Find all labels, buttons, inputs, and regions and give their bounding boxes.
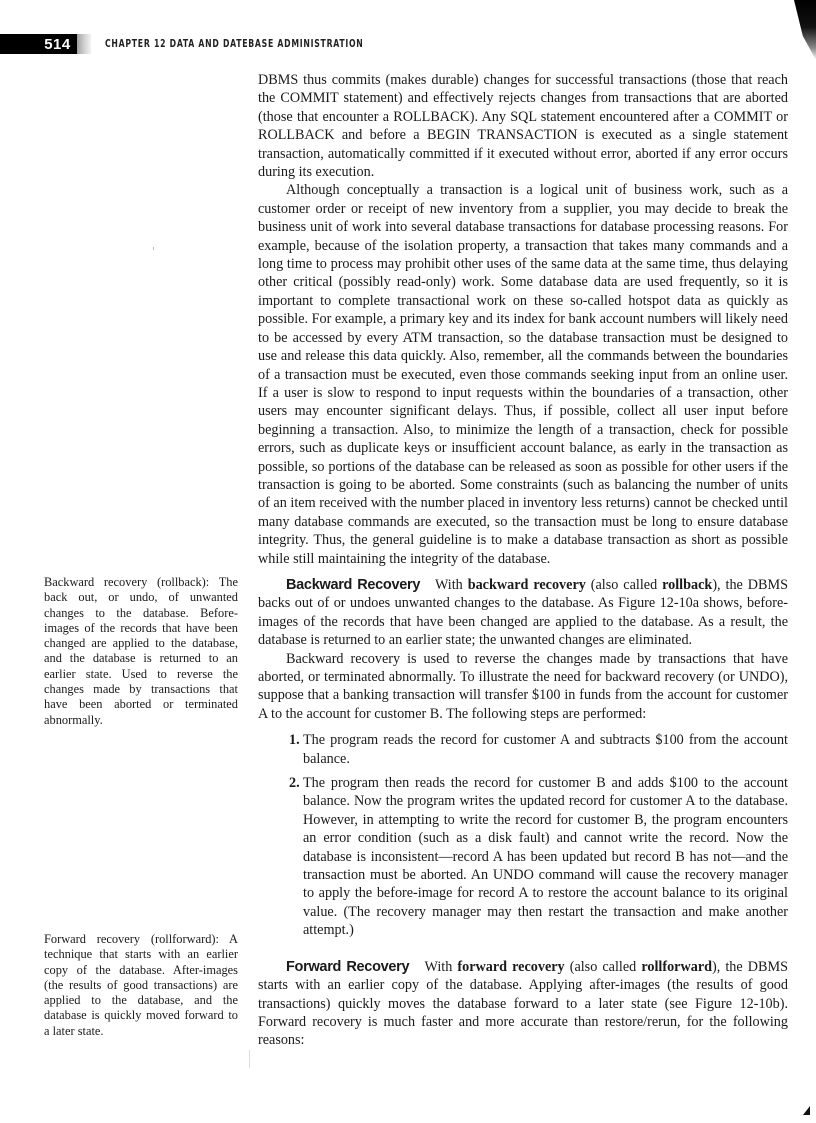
- paragraph-transaction-guidelines: Although conceptually a transaction is a logical unit of business work, such as a customer order or receipt of new inventory from a supplier, you may decide to break the business unit of work into several database transactions for database processing reasons. For example, because of the isolation property, a transaction that takes many commands and a long time to process may prohibit other uses of the same data at the same time, thus delaying other critical (possibly read-only) work. Some database data are used frequently, so it is important to complete transactional work on these so-called hotspot data as quickly as possible. For example, a primary key and its index for bank account numbers will likely need to be accessed by every ATM transaction, so the database transaction must be designed to use and release this data quickly. Also, remember, all the commands between the boundaries of a transaction must be executed, even those commands seeking input from an online user. If a user is slow to respond to input requests within the boundaries of a transaction, other users may encounter significant delays. Thus, if possible, collect all user input before beginning a transaction. Also, to minimize the length of a transaction, check for possible errors, such as duplicate keys or insufficient account balance, as early in the transaction as possible, so portions of the database can be released as soon as possible for other users if the transaction is going to be aborted. Some constraints (such as balancing the number of units of an item received with the number placed in inventory less returns) cannot be checked until many database commands are executed, so the transaction must be long to ensure database integrity. Thus, the general guideline is to make a database transaction as short as possible while still maintaining the integrity of the database.: [258, 182, 788, 567]
- scan-line: [249, 1050, 250, 1068]
- margin-definition-backward-recovery: [44, 575, 238, 728]
- paragraph-commit-rollback: DBMS thus commits (makes durable) changes for successful transactions (those that reach the COMMIT statement) and effectively rejects changes from transactions that are aborted (those that encounter a ROLLBACK). Any SQL statement encountered after a COMMIT or ROLLBACK and before a BEGIN TRANSACTION is executed as a single statement transaction, automatically committed if it executed without error, aborted if any error occurs during its execution.: [258, 72, 788, 181]
- main-text-column: [258, 71, 788, 1050]
- paragraph-backward-example: Backward recovery is used to reverse the changes made by transactions that have aborted, or terminated abnormally. To illustrate the need for backward recovery (or UNDO), suppose that a banking transaction will transfer $100 in funds from the account for customer A to the account for customer B. The following steps are performed:: [258, 650, 788, 722]
- scan-edge-mark-top: [794, 0, 816, 60]
- term-rollforward: rollforward: [641, 958, 713, 975]
- forward-recovery-heading: Forward Recovery: [286, 958, 410, 975]
- term-rollback: rollback: [662, 576, 713, 593]
- section-forward-recovery: Forward Recovery With forward recovery (also called rollforward), the DBMS starts with an earlier copy of the database. Applying after-images (the results of good transactions) quickly moves the database forward to a later state (see Figure 12-10b). Forward recovery is much faster and more accurate than restore/rerun, for the following reasons:: [258, 958, 788, 1049]
- margin-definition-text: The back out, or undo, of unwanted changes to the database. Before-images of the records that have been changed are applied to the database, and the database is returned to an earlier state. Used to reverse the changes made by transactions that have been aborted or terminated abnormally.: [44, 575, 238, 727]
- step-number: 2.: [289, 775, 300, 792]
- section-backward-recovery: Backward Recovery With backward recovery (also called rollback), the DBMS backs out of or undoes unwanted changes to the database. As Figure 12-10a shows, before-images of the records that have been changed are applied to the database. As a result, the database is returned to an earlier state; the unwanted changes are eliminated.: [258, 576, 789, 649]
- margin-definition-forward-recovery: [44, 932, 238, 1039]
- term-backward-recovery: backward recovery: [467, 576, 586, 593]
- term-forward-recovery: forward recovery: [457, 958, 565, 975]
- step-number: 1.: [289, 732, 300, 749]
- running-header: [0, 34, 420, 54]
- margin-definition-text: A technique that starts with an earlier copy of the database. After-images (the results of good transactions) are applied to the database, and the database is quickly moved forward to a later state.: [44, 932, 238, 1038]
- chapter-title: CHAPTER 12 DATA AND DATEBASE ADMINISTRATION: [104, 38, 364, 50]
- recovery-steps-list: [258, 731, 788, 939]
- step-text: The program then reads the record for customer B and adds $100 to the account balance. Now the program writes the updated record for customer A to the database. However, in attempting to write the record for customer B, the program encounters an error condition (such as a disk fault) and cannot write the record. Now the database is inconsistent—record A has been updated but record B has not—and the transaction must be aborted. An UNDO command will cause the recovery manager to apply the before-image for record A to restore the account balance to its original value. (The recovery manager may then restart the transaction and make another attempt.): [303, 775, 788, 939]
- step-text: The program reads the record for customer A and subtracts $100 from the account balance.: [303, 732, 788, 767]
- backward-recovery-heading: Backward Recovery: [286, 576, 421, 593]
- page-number-tab: [0, 34, 77, 54]
- list-item: [289, 731, 788, 768]
- margin-term: Backward recovery (rollback):: [44, 575, 210, 589]
- scan-edge-mark-bottom: [803, 1106, 810, 1115]
- page-number: 514: [44, 35, 71, 53]
- scan-speck: [153, 247, 154, 250]
- margin-term: Forward recovery (rollforward):: [44, 932, 219, 946]
- list-item: [289, 774, 788, 940]
